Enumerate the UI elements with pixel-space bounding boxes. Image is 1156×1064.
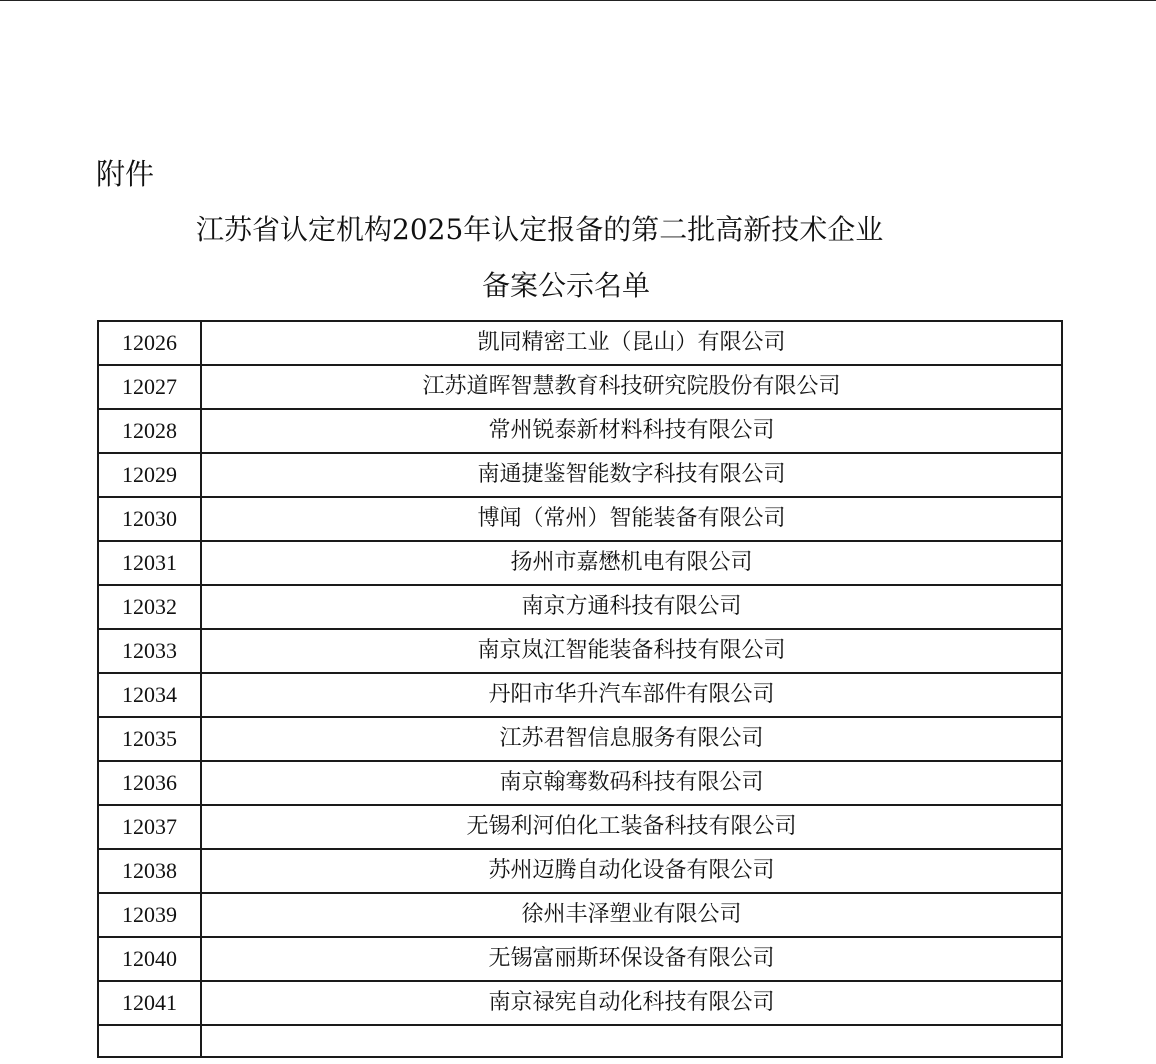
document-title-line-2: 备案公示名单 bbox=[482, 269, 651, 302]
table-row bbox=[98, 981, 1062, 1025]
table-row bbox=[98, 541, 1062, 585]
company-name-cell: 南京方通科技有限公司 bbox=[201, 585, 1062, 629]
company-name-cell: 无锡富丽斯环保设备有限公司 bbox=[201, 937, 1062, 981]
company-name-cell: 南京禄宪自动化科技有限公司 bbox=[201, 981, 1062, 1025]
table-row bbox=[98, 761, 1062, 805]
company-name-cell: 扬州市嘉懋机电有限公司 bbox=[201, 541, 1062, 585]
table-row bbox=[98, 673, 1062, 717]
table-row bbox=[98, 585, 1062, 629]
table-row bbox=[98, 937, 1062, 981]
company-id-cell: 12027 bbox=[98, 365, 201, 409]
company-name-cell: 无锡利河伯化工装备科技有限公司 bbox=[201, 805, 1062, 849]
table-row-partial bbox=[98, 1025, 1062, 1057]
attachment-label: 附件 bbox=[96, 157, 155, 191]
table-row bbox=[98, 717, 1062, 761]
company-id-cell: 12035 bbox=[98, 717, 201, 761]
company-name-cell: 徐州丰泽塑业有限公司 bbox=[201, 893, 1062, 937]
company-id-cell: 12038 bbox=[98, 849, 201, 893]
company-name-cell: 苏州迈腾自动化设备有限公司 bbox=[201, 849, 1062, 893]
table-row bbox=[98, 497, 1062, 541]
table-row bbox=[98, 893, 1062, 937]
company-id-cell: 12026 bbox=[98, 321, 201, 365]
company-id-cell: 12033 bbox=[98, 629, 201, 673]
table-row bbox=[98, 409, 1062, 453]
page-top-border bbox=[0, 0, 1156, 1]
company-name-cell: 江苏道晖智慧教育科技研究院股份有限公司 bbox=[201, 365, 1062, 409]
table-row bbox=[98, 365, 1062, 409]
company-name-cell: 江苏君智信息服务有限公司 bbox=[201, 717, 1062, 761]
company-id-cell: 12041 bbox=[98, 981, 201, 1025]
company-name-cell: 南京岚江智能装备科技有限公司 bbox=[201, 629, 1062, 673]
document-title-line-1: 江苏省认定机构2025年认定报备的第二批高新技术企业 bbox=[196, 213, 884, 246]
company-id-cell: 12029 bbox=[98, 453, 201, 497]
table-row bbox=[98, 321, 1062, 365]
company-id-cell: 12028 bbox=[98, 409, 201, 453]
company-name-cell: 南京翰骞数码科技有限公司 bbox=[201, 761, 1062, 805]
table-row bbox=[98, 805, 1062, 849]
company-id-cell: 12036 bbox=[98, 761, 201, 805]
company-list-body bbox=[98, 321, 1062, 1057]
company-id-cell: 12032 bbox=[98, 585, 201, 629]
table-row bbox=[98, 849, 1062, 893]
company-name-cell: 凯同精密工业（昆山）有限公司 bbox=[201, 321, 1062, 365]
company-list-table bbox=[97, 320, 1063, 1058]
company-id-cell: 12040 bbox=[98, 937, 201, 981]
company-id-cell: 12037 bbox=[98, 805, 201, 849]
company-id-cell: 12030 bbox=[98, 497, 201, 541]
company-id-cell-empty bbox=[98, 1025, 201, 1057]
company-id-cell: 12031 bbox=[98, 541, 201, 585]
company-name-cell: 南通捷鉴智能数字科技有限公司 bbox=[201, 453, 1062, 497]
company-name-cell: 丹阳市华升汽车部件有限公司 bbox=[201, 673, 1062, 717]
company-id-cell: 12034 bbox=[98, 673, 201, 717]
table-row bbox=[98, 629, 1062, 673]
table-row bbox=[98, 453, 1062, 497]
company-name-cell: 博闻（常州）智能装备有限公司 bbox=[201, 497, 1062, 541]
company-id-cell: 12039 bbox=[98, 893, 201, 937]
company-name-cell: 常州锐泰新材料科技有限公司 bbox=[201, 409, 1062, 453]
company-name-cell-empty bbox=[201, 1025, 1062, 1057]
